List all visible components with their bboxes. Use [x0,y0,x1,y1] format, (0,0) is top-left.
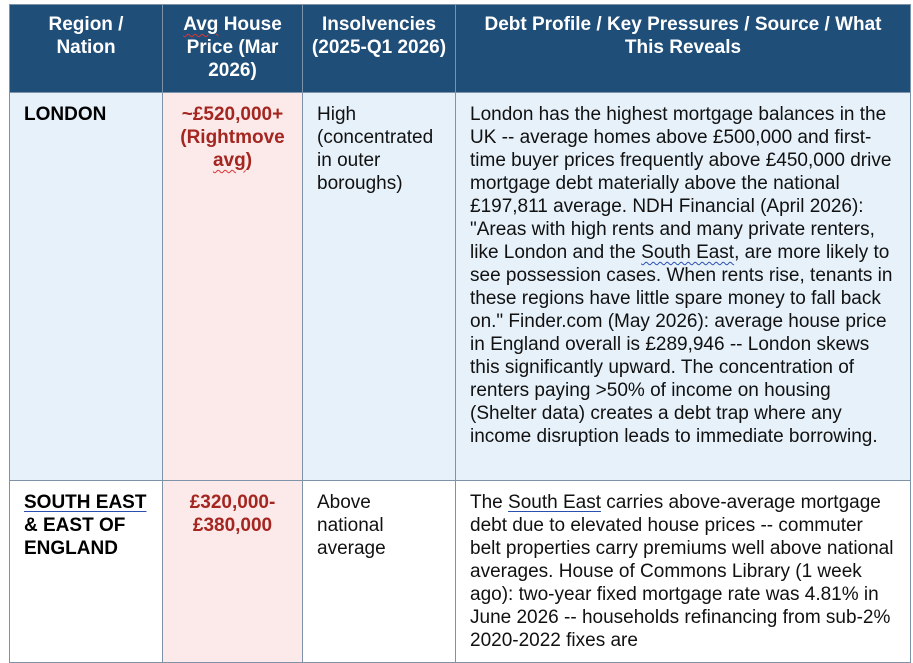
header-avg-house-price: Avg House Price (Mar 2026) [163,5,303,93]
grammar-flagged-phrase: South East [641,242,735,263]
header-insolvencies: Insolvencies (2025-Q1 2026) [303,5,456,93]
spellcheck-flagged-word: avg [212,150,246,171]
price-cell: ~£520,000+ (Rightmove avg) [163,93,303,481]
header-region: Region / Nation [10,5,163,93]
grammar-flagged-phrase: SOUTH EAST [24,492,147,513]
region-cell: SOUTH EAST & EAST OF ENGLAND [10,481,163,663]
debt-profile-cell: The South East carries above-average mortgage debt due to elevated house prices -- commuter belt properties carry premiums well above national averages. House of Commons Library (1 week ago): two-year fixed mortgage rate was 4.81% in June 2026 -- households refinancing from sub-2% 2020-2022 fixes are [456,481,911,663]
header-debt-profile: Debt Profile / Key Pressures / Source / What This Reveals [456,5,911,93]
grammar-flagged-phrase: South East [508,492,601,513]
region-cell: LONDON [10,93,163,481]
insolvencies-cell: Above national average [303,481,456,663]
header-row [10,5,911,93]
spellcheck-flagged-word: Avg [183,14,219,35]
debt-profile-cell: London has the highest mortgage balances in the UK -- average homes above £500,000 and first-time buyer prices frequently above £450,000 drive mortgage debt materially above the national £197,811 average. NDH Financial (April 2026): "Areas with high rents and many private renters, like London and the South East, are more likely to see possession cases. When rents rise, tenants in these regions have little spare money to fall back on." Finder.com (May 2026): average house price in England overall is £289,946 -- London skews this significantly upward. The concentration of renters paying >50% of income on housing (Shelter data) creates a debt trap where any income disruption leads to immediate borrowing. [456,93,911,481]
insolvencies-cell: High (concentrated in outer boroughs) [303,93,456,481]
regional-debt-table [9,4,911,663]
table-row [10,93,911,481]
price-cell: £320,000-£380,000 [163,481,303,663]
table-row [10,481,911,663]
